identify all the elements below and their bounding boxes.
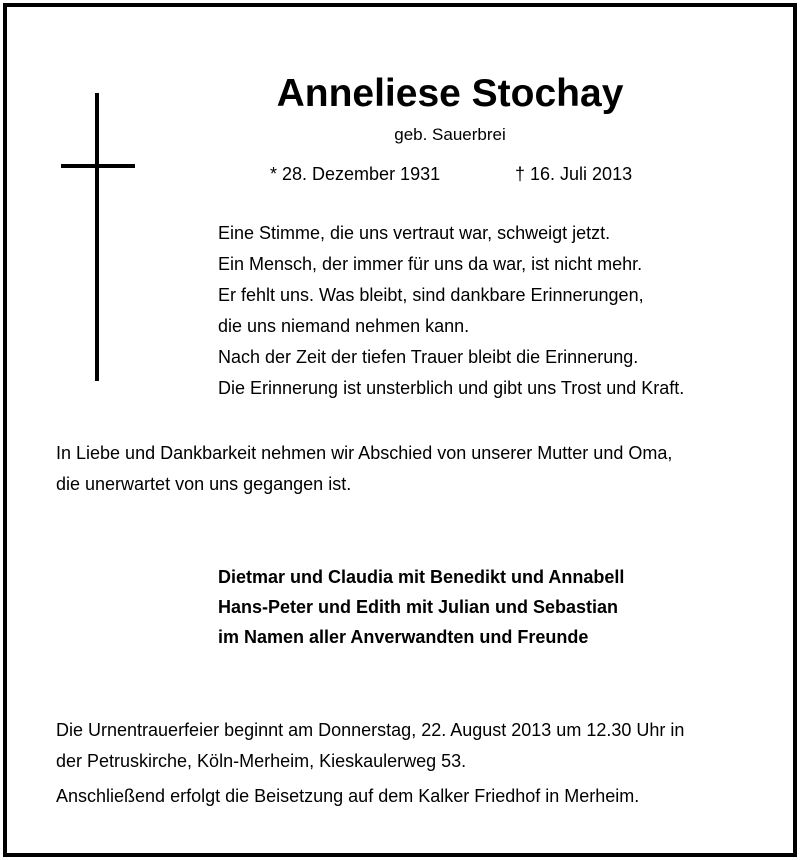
death-date: † 16. Juli 2013 (515, 164, 633, 184)
service-line: der Petruskirche, Köln-Merheim, Kieskaulerweg 53. (56, 751, 467, 771)
farewell-text (56, 438, 672, 500)
farewell-line: In Liebe und Dankbarkeit nehmen wir Abschied von unserer Mutter und Oma, (56, 443, 673, 463)
mourner-line: im Namen aller Anverwandten und Freunde (218, 627, 589, 647)
mourners-list (218, 562, 624, 652)
poem-line: Er fehlt uns. Was bleibt, sind dankbare Erinnerungen, (218, 285, 644, 305)
poem-line: Eine Stimme, die uns vertraut war, schweigt jetzt. (218, 223, 611, 243)
poem-line: die uns niemand nehmen kann. (218, 316, 470, 336)
poem-line: Nach der Zeit der tiefen Trauer bleibt die Erinnerung. (218, 347, 639, 367)
burial-info: Anschließend erfolgt die Beisetzung auf dem Kalker Friedhof in Merheim. (56, 786, 640, 806)
mourner-line: Hans-Peter und Edith mit Julian und Sebastian (218, 597, 619, 617)
farewell-line: die unerwartet von uns gegangen ist. (56, 474, 352, 494)
poem-line: Ein Mensch, der immer für uns da war, ist nicht mehr. (218, 254, 643, 274)
service-info (56, 715, 684, 777)
deceased-name: Anneliese Stochay (276, 72, 624, 115)
service-line: Die Urnentrauerfeier beginnt am Donnerstag, 22. August 2013 um 12.30 Uhr in (56, 720, 685, 740)
birth-date: * 28. Dezember 1931 (270, 164, 441, 184)
mourner-line: Dietmar und Claudia mit Benedikt und Annabell (218, 567, 625, 587)
cross-icon-bar (61, 164, 135, 168)
poem-line: Die Erinnerung ist unsterblich und gibt uns Trost und Kraft. (218, 378, 685, 398)
maiden-name: geb. Sauerbrei (394, 125, 506, 144)
poem (218, 218, 684, 404)
